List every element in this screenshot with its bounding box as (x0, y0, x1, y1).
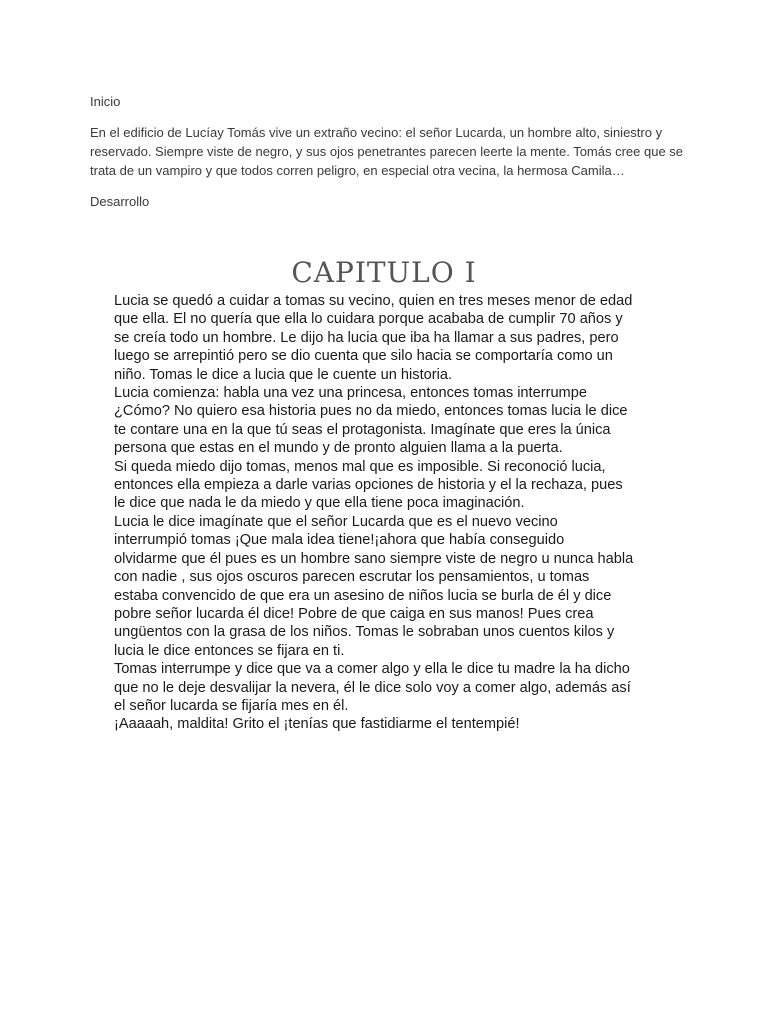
chapter-line: Lucia comienza: habla una vez una princesa, entonces tomas interrumpe (114, 385, 587, 402)
chapter-line: luego se arrepintió pero se dio cuenta que silo hacia se comportaría como un (114, 348, 613, 365)
chapter-line: el señor lucarda se fijaría mes en él. (114, 697, 349, 714)
chapter-line: ¿Cómo? No quiero esa historia pues no da miedo, entonces tomas lucia le dice (114, 403, 628, 420)
chapter-line: lucia le dice entonces se fijara en ti. (114, 642, 345, 659)
chapter-line: que ella. El no quería que ella lo cuidara porque acababa de cumplir 70 años y (114, 311, 623, 328)
chapter-section (114, 256, 654, 734)
chapter-line: entonces ella empieza a darle varias opciones de historia y el la rechaza, pues (114, 477, 623, 494)
chapter-line: te contare una en la que tú seas el protagonista. Imagínate que eres la única (114, 421, 611, 438)
chapter-line: que no le deje desvalijar la nevera, él le dice solo voy a comer algo, además así (114, 679, 631, 696)
chapter-line: ungüentos con la grasa de los niños. Tomas le sobraban unos cuentos kilos y (114, 624, 615, 641)
inicio-heading: Inicio (90, 94, 121, 109)
chapter-line: ¡Aaaaah, maldita! Grito el ¡tenías que fastidiarme el tentempié! (114, 716, 520, 733)
inicio-line: En el edificio de Lucíay Tomás vive un extraño vecino: el señor Lucarda, un hombre alto, siniestro y (90, 125, 663, 140)
chapter-line: Si queda miedo dijo tomas, menos mal que es imposible. Si reconoció lucia, (114, 458, 606, 475)
chapter-line: niño. Tomas le dice a lucia que le cuente un historia. (114, 366, 453, 383)
chapter-line: se creía todo un hombre. Le dijo ha lucia que iba ha llamar a sus padres, pero (114, 329, 619, 346)
chapter-title: CAPITULO I (291, 256, 477, 289)
chapter-line: interrumpió tomas ¡Que mala idea tiene!¡ahora que había conseguido (114, 532, 565, 549)
chapter-line: persona que estas en el mundo y de pronto alguien llama a la puerta. (114, 440, 563, 457)
chapter-line: Tomas interrumpe y dice que va a comer algo y ella le dice tu madre la ha dicho (114, 661, 630, 678)
chapter-line: Lucia se quedó a cuidar a tomas su vecino, quien en tres meses menor de edad (114, 293, 633, 309)
chapter-line: con nadie , sus ojos oscuros parecen escrutar los pensamientos, u tomas (114, 569, 590, 586)
inicio-paragraph (90, 123, 690, 180)
inicio-line: reservado. Siempre viste de negro, y sus ojos penetrantes parecen leerte la mente. Tomás cree que se (90, 144, 684, 159)
desarrollo-heading: Desarrollo (90, 194, 150, 209)
chapter-line: pobre señor lucarda él dice! Pobre de que caiga en sus manos! Pues crea (114, 605, 594, 622)
intro-section (90, 92, 690, 223)
chapter-line: estaba convencido de que era un asesino de niños lucia se burla de él y dice (114, 587, 612, 604)
chapter-body (114, 292, 654, 734)
inicio-line: trata de un vampiro y que todos corren peligro, en especial otra vecina, la hermosa Camila… (90, 163, 625, 178)
chapter-line: le dice que nada le da miedo y que ella tiene poca imaginación. (114, 495, 525, 512)
chapter-line: olvidarme que él pues es un hombre sano siempre viste de negro u nunca habla (114, 550, 634, 567)
chapter-line: Lucia le dice imagínate que el señor Lucarda que es el nuevo vecino (114, 513, 558, 530)
